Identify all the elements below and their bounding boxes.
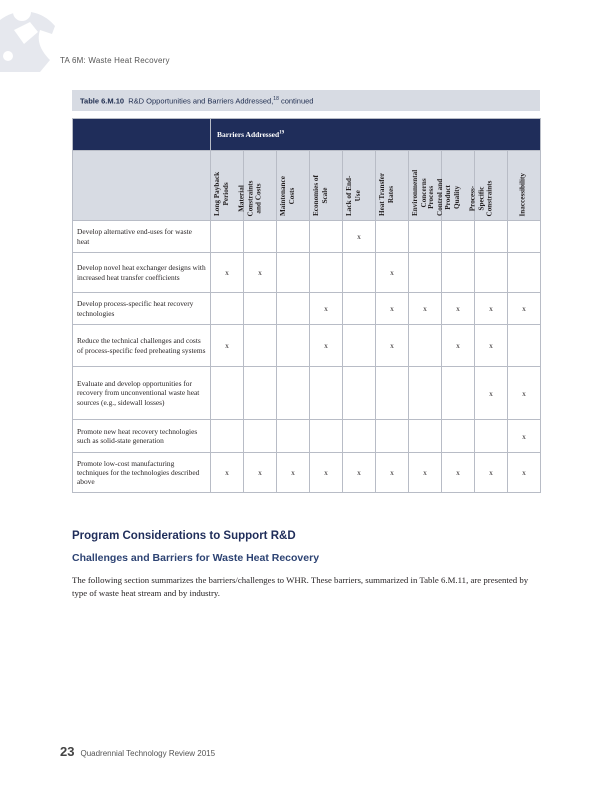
barriers-addressed-footnote: 19 bbox=[279, 130, 285, 136]
barriers-addressed-label: Barriers Addressed bbox=[217, 130, 280, 139]
barrier-mark-cell bbox=[376, 367, 409, 420]
barrier-column-label: Process- Specific Constraints bbox=[468, 180, 494, 216]
barrier-mark-cell bbox=[244, 221, 277, 253]
barrier-column-header bbox=[468, 151, 508, 221]
table-row bbox=[73, 293, 541, 325]
table-row bbox=[73, 221, 541, 253]
barrier-mark-cell: x bbox=[343, 221, 376, 253]
rd-opportunity-label: Develop process-specific heat recovery technologies bbox=[73, 293, 211, 325]
row-label-column-header bbox=[73, 151, 211, 221]
barrier-mark-cell bbox=[343, 253, 376, 293]
barrier-mark-cell bbox=[442, 420, 475, 453]
barrier-mark-cell: x bbox=[211, 453, 244, 493]
barrier-mark-cell: x bbox=[376, 253, 409, 293]
barrier-mark-cell: x bbox=[508, 420, 541, 453]
section-header: TA 6M: Waste Heat Recovery bbox=[60, 56, 170, 65]
barrier-mark-cell: x bbox=[376, 325, 409, 367]
barrier-mark-cell bbox=[244, 325, 277, 367]
barrier-column-label: Heat Transfer Rates bbox=[378, 172, 395, 216]
barrier-mark-cell bbox=[409, 221, 442, 253]
barrier-column-header bbox=[376, 151, 409, 221]
barrier-mark-cell: x bbox=[475, 453, 508, 493]
barrier-mark-cell: x bbox=[409, 293, 442, 325]
barrier-mark-cell: x bbox=[343, 453, 376, 493]
page-footer bbox=[60, 744, 215, 759]
barrier-column-header bbox=[277, 151, 310, 221]
table-caption-id: Table 6.M.10 bbox=[80, 96, 125, 106]
rd-opportunity-label: Promote new heat recovery technologies such as solid-state generation bbox=[73, 420, 211, 453]
rd-opportunity-label: Develop novel heat exchanger designs with increased heat transfer coefficients bbox=[73, 253, 211, 293]
table-caption bbox=[80, 96, 313, 106]
barrier-mark-cell bbox=[343, 293, 376, 325]
barrier-mark-cell bbox=[277, 253, 310, 293]
barrier-mark-cell: x bbox=[211, 325, 244, 367]
barrier-mark-cell bbox=[508, 253, 541, 293]
subsection-heading: Challenges and Barriers for Waste Heat Recovery bbox=[72, 552, 320, 564]
barrier-mark-cell bbox=[409, 367, 442, 420]
barrier-column-label: Environmental Concerns bbox=[411, 169, 428, 216]
table-row bbox=[73, 453, 541, 493]
barrier-mark-cell bbox=[508, 325, 541, 367]
barrier-mark-cell: x bbox=[442, 293, 475, 325]
barrier-mark-cell bbox=[475, 253, 508, 293]
barrier-mark-cell: x bbox=[310, 325, 343, 367]
barrier-mark-cell bbox=[343, 325, 376, 367]
barrier-mark-cell bbox=[244, 420, 277, 453]
barrier-column-label: Lack of End- Use bbox=[345, 175, 362, 216]
barrier-mark-cell: x bbox=[310, 293, 343, 325]
barrier-mark-cell: x bbox=[244, 453, 277, 493]
table-corner-header bbox=[73, 119, 211, 151]
barrier-mark-cell bbox=[310, 253, 343, 293]
barrier-mark-cell bbox=[442, 367, 475, 420]
barrier-mark-cell: x bbox=[508, 293, 541, 325]
barrier-mark-cell bbox=[376, 420, 409, 453]
barrier-mark-cell: x bbox=[475, 367, 508, 420]
barrier-mark-cell: x bbox=[376, 453, 409, 493]
barrier-column-label: Inaccessibility bbox=[518, 172, 527, 216]
barrier-column-label: Process Control and Product Quality bbox=[427, 178, 461, 216]
barrier-mark-cell bbox=[310, 221, 343, 253]
table-caption-text: R&D Opportunities and Barriers Addressed, bbox=[128, 96, 274, 106]
barrier-mark-cell bbox=[343, 367, 376, 420]
rd-opportunity-label: Evaluate and develop opportunities for recovery from unconventional waste heat sources (e.g., sidewall losses) bbox=[73, 367, 211, 420]
barrier-column-header bbox=[310, 151, 343, 221]
barrier-mark-cell bbox=[277, 367, 310, 420]
barrier-mark-cell: x bbox=[211, 253, 244, 293]
section-heading: Program Considerations to Support R&D bbox=[72, 530, 296, 542]
barriers-matrix-table bbox=[72, 118, 541, 493]
barrier-mark-cell: x bbox=[409, 453, 442, 493]
barrier-column-header bbox=[508, 151, 541, 221]
barrier-mark-cell: x bbox=[244, 253, 277, 293]
barrier-mark-cell bbox=[244, 367, 277, 420]
barrier-mark-cell bbox=[277, 325, 310, 367]
barrier-mark-cell: x bbox=[310, 453, 343, 493]
barrier-mark-cell bbox=[409, 420, 442, 453]
barrier-mark-cell: x bbox=[442, 453, 475, 493]
table-caption-suffix: continued bbox=[278, 96, 314, 106]
barrier-column-label: Long Payback Periods bbox=[213, 171, 230, 216]
barrier-mark-cell bbox=[310, 420, 343, 453]
barrier-mark-cell bbox=[310, 367, 343, 420]
barrier-mark-cell bbox=[376, 221, 409, 253]
barrier-mark-cell bbox=[475, 420, 508, 453]
barrier-mark-cell bbox=[277, 293, 310, 325]
barrier-mark-cell bbox=[244, 293, 277, 325]
barrier-column-label: Economies of Scale bbox=[312, 175, 329, 216]
robot-arm-watermark-icon bbox=[0, 0, 60, 72]
barrier-mark-cell bbox=[211, 420, 244, 453]
page-number: 23 bbox=[60, 744, 75, 759]
body-paragraph: The following section summarizes the barriers/challenges to WHR. These barriers, summarized in Table 6.M.11, are presented by type of waste heat stream and by industry. bbox=[72, 575, 529, 598]
barrier-mark-cell bbox=[277, 221, 310, 253]
barrier-column-header bbox=[343, 151, 376, 221]
table-caption-footnote: 18 bbox=[273, 96, 279, 102]
barrier-mark-cell: x bbox=[475, 293, 508, 325]
barrier-column-label: Material Constraints and Costs bbox=[237, 180, 263, 216]
barrier-column-header bbox=[237, 151, 277, 221]
table-row bbox=[73, 253, 541, 293]
barrier-mark-cell: x bbox=[475, 325, 508, 367]
barrier-mark-cell: x bbox=[442, 325, 475, 367]
barrier-mark-cell bbox=[442, 253, 475, 293]
barriers-addressed-header bbox=[211, 119, 541, 151]
barrier-mark-cell bbox=[277, 420, 310, 453]
rd-opportunity-label: Develop alternative end-uses for waste heat bbox=[73, 221, 211, 253]
rd-opportunity-label: Reduce the technical challenges and costs of process-specific feed preheating systems bbox=[73, 325, 211, 367]
barrier-column-label: Maintenance Costs bbox=[279, 176, 296, 216]
barrier-mark-cell bbox=[409, 253, 442, 293]
table-row bbox=[73, 367, 541, 420]
footer-title: Quadrennial Technology Review 2015 bbox=[80, 749, 216, 758]
barrier-mark-cell bbox=[211, 293, 244, 325]
barrier-mark-cell bbox=[475, 221, 508, 253]
barrier-mark-cell bbox=[343, 420, 376, 453]
barrier-mark-cell: x bbox=[508, 453, 541, 493]
barrier-mark-cell: x bbox=[508, 367, 541, 420]
table-row bbox=[73, 325, 541, 367]
barrier-mark-cell: x bbox=[376, 293, 409, 325]
barrier-mark-cell bbox=[211, 221, 244, 253]
table-row bbox=[73, 420, 541, 453]
barrier-mark-cell bbox=[508, 221, 541, 253]
barrier-mark-cell bbox=[409, 325, 442, 367]
barrier-mark-cell: x bbox=[277, 453, 310, 493]
barrier-mark-cell bbox=[211, 367, 244, 420]
barrier-mark-cell bbox=[442, 221, 475, 253]
rd-opportunity-label: Promote low-cost manufacturing techniques for the technologies described above bbox=[73, 453, 211, 493]
